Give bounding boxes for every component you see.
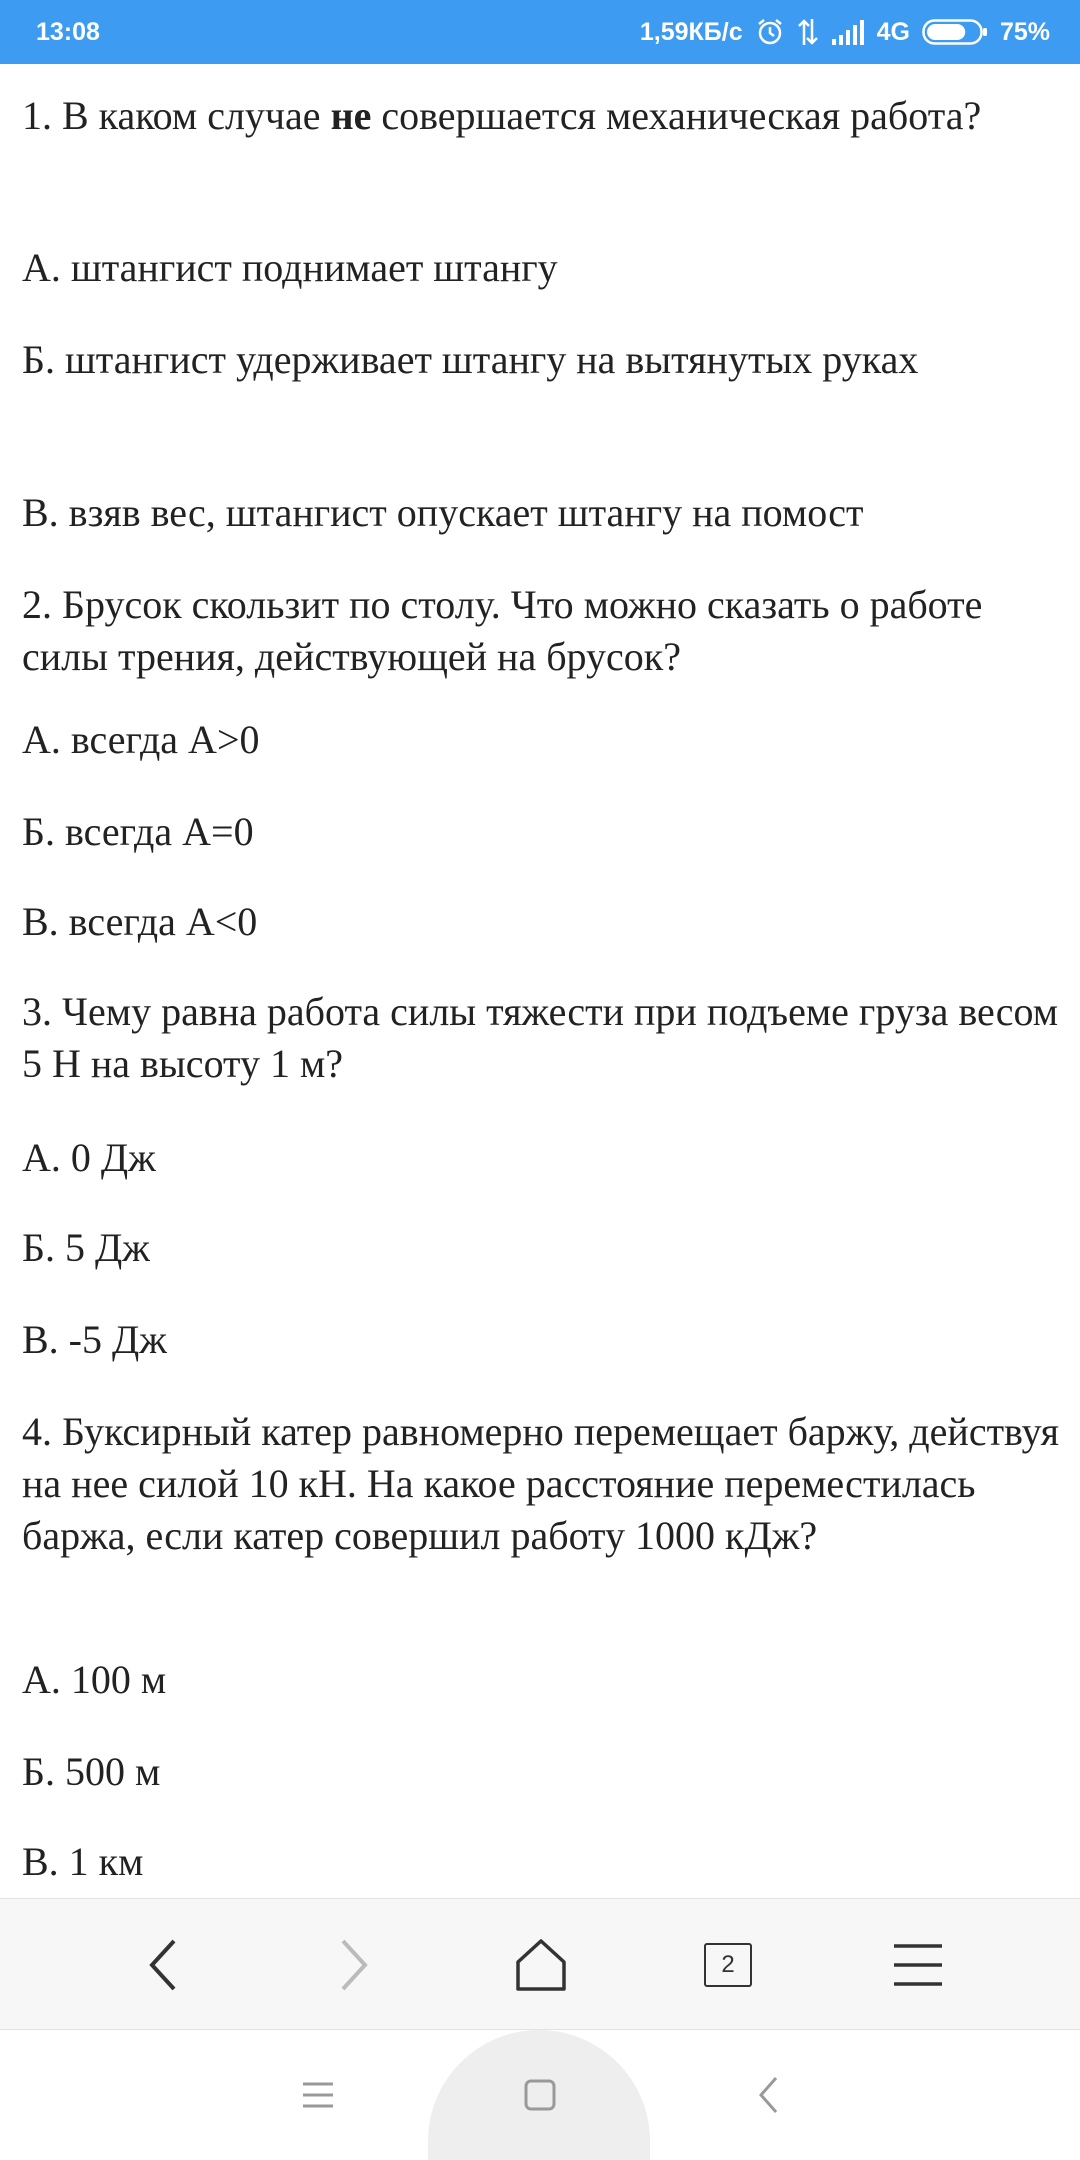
battery-icon — [922, 19, 988, 45]
status-time: 13:08 — [36, 18, 100, 46]
home-icon — [514, 1938, 568, 1992]
network-type: 4G — [876, 17, 910, 46]
question-3: 3. Чему равна работа силы тяжести при подъеме груза весом 5 Н на высоту 1 м? — [22, 989, 1059, 1086]
answer-3b: Б. 5 Дж — [22, 1225, 150, 1270]
home-button[interactable] — [503, 1927, 579, 2003]
browser-toolbar — [0, 1898, 1080, 2030]
question-4: 4. Буксирный катер равномерно перемещает баржу, действуя на нее силой 10 кН. На какое расстояние переместилась баржа, если катер совершил работу 1000 кДж? — [22, 1409, 1059, 1558]
answer-2a: А. всегда А>0 — [22, 717, 260, 762]
answer-3c: В. -5 Дж — [22, 1317, 167, 1362]
question-1 — [22, 90, 1062, 142]
alarm-icon — [755, 17, 785, 47]
answer-4b: Б. 500 м — [22, 1749, 161, 1794]
back-icon — [756, 2075, 780, 2115]
back-icon — [144, 1937, 184, 1993]
answer-3a: А. 0 Дж — [22, 1135, 156, 1180]
forward-button[interactable] — [315, 1927, 391, 2003]
answer-1c: В. взяв вес, штангист опускает штангу на помост — [22, 490, 864, 535]
system-home-button[interactable] — [510, 2065, 570, 2125]
answer-4a: А. 100 м — [22, 1657, 167, 1702]
question-1-prefix: 1. В каком случае — [22, 93, 331, 138]
answer-2c: В. всегда А<0 — [22, 899, 258, 944]
status-indicators — [628, 14, 1050, 50]
back-button[interactable] — [126, 1927, 202, 2003]
tabs-button[interactable] — [690, 1927, 766, 2003]
recents-icon — [301, 2080, 335, 2110]
system-navigation-bar — [0, 2030, 1080, 2160]
question-2: 2. Брусок скользит по столу. Что можно сказать о работе силы трения, действующей на брусок? — [22, 582, 983, 679]
signal-icon — [831, 19, 865, 45]
battery-percent: 75% — [999, 17, 1050, 46]
question-1-suffix: совершается механическая работа? — [371, 93, 982, 138]
forward-icon — [333, 1937, 373, 1993]
answer-1a: А. штангист поднимает штангу — [22, 245, 558, 290]
status-bar — [0, 0, 1080, 64]
home-icon — [523, 2078, 557, 2112]
system-back-button[interactable] — [738, 2065, 798, 2125]
tabs-icon — [704, 1943, 752, 1987]
question-1-emphasis: не — [330, 93, 372, 138]
tab-count: 2 — [721, 1951, 735, 1978]
answer-4c: В. 1 км — [22, 1839, 144, 1884]
article-content — [0, 64, 1080, 1898]
network-speed: 1,59КБ/с — [639, 17, 743, 46]
data-transfer-icon — [797, 17, 819, 47]
menu-icon — [892, 1942, 944, 1988]
answer-1b: Б. штангист удерживает штангу на вытянутых руках — [22, 337, 919, 382]
answer-2b: Б. всегда А=0 — [22, 809, 254, 854]
recents-button[interactable] — [288, 2065, 348, 2125]
menu-button[interactable] — [880, 1927, 956, 2003]
